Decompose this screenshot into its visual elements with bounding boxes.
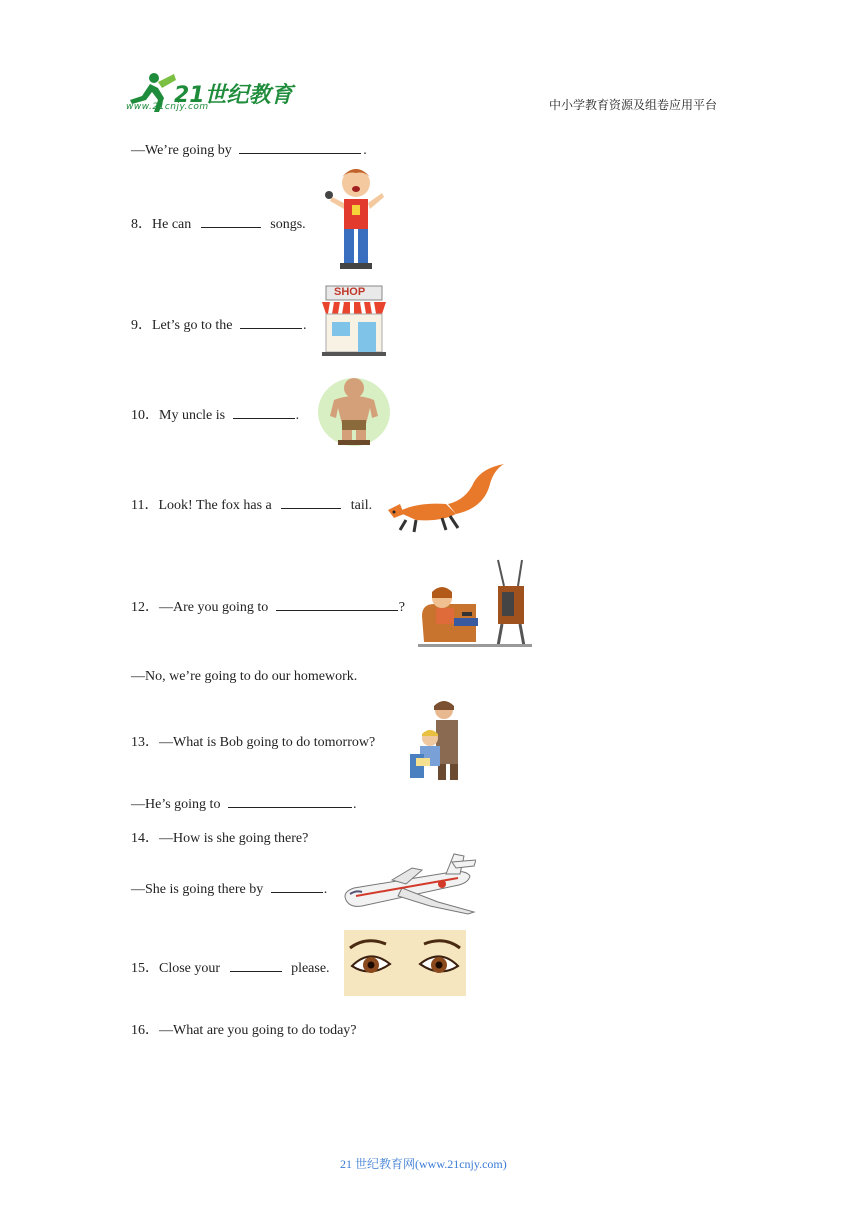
question-8: 8．He can songs. (131, 213, 306, 233)
blank[interactable] (281, 494, 341, 509)
blank[interactable] (201, 213, 261, 228)
question-12: 12．—Are you going to ? (131, 596, 405, 616)
site-logo (124, 70, 294, 114)
boy-singing-image (316, 163, 394, 275)
shop-sign-text: SHOP (334, 286, 366, 298)
airplane-image (342, 852, 476, 918)
header-platform-name: 中小学教育资源及组卷应用平台 (549, 98, 718, 112)
bob-and-dad-image (408, 698, 472, 782)
question-10: 10．My uncle is . (131, 404, 299, 424)
watching-tv-image (418, 558, 532, 648)
blank[interactable] (228, 793, 352, 808)
blank[interactable] (271, 878, 323, 893)
blank[interactable] (240, 314, 302, 329)
shop-image (320, 284, 388, 356)
fox-image (386, 464, 504, 536)
answer-line-going-by: —We’re going by . (131, 139, 367, 159)
answer-line-she-is-going: —She is going there by . (131, 878, 327, 898)
logo-text: 21世纪教育 (174, 83, 293, 108)
blank[interactable] (239, 139, 361, 154)
eyes-image (344, 930, 466, 996)
blank[interactable] (276, 596, 398, 611)
strong-man-image (316, 372, 392, 448)
question-15: 15．Close your please. (131, 957, 330, 977)
footer-site-link[interactable]: 21 世纪教育网(www.21cnjy.com) (340, 1157, 507, 1171)
logo-url: www.21cnjy.com (126, 102, 209, 112)
question-13: 13．—What is Bob going to do tomorrow? (131, 735, 376, 750)
answer-line-hes-going-to: —He’s going to . (131, 793, 356, 813)
question-11: 11．Look! The fox has a tail. (131, 494, 372, 514)
question-14: 14．—How is she going there? (131, 831, 309, 846)
blank[interactable] (230, 957, 282, 972)
question-16: 16．—What are you going to do today? (131, 1023, 357, 1038)
answer-line-homework: —No, we’re going to do our homework. (131, 669, 358, 684)
question-9: 9．Let’s go to the . (131, 314, 307, 334)
blank[interactable] (233, 404, 295, 419)
